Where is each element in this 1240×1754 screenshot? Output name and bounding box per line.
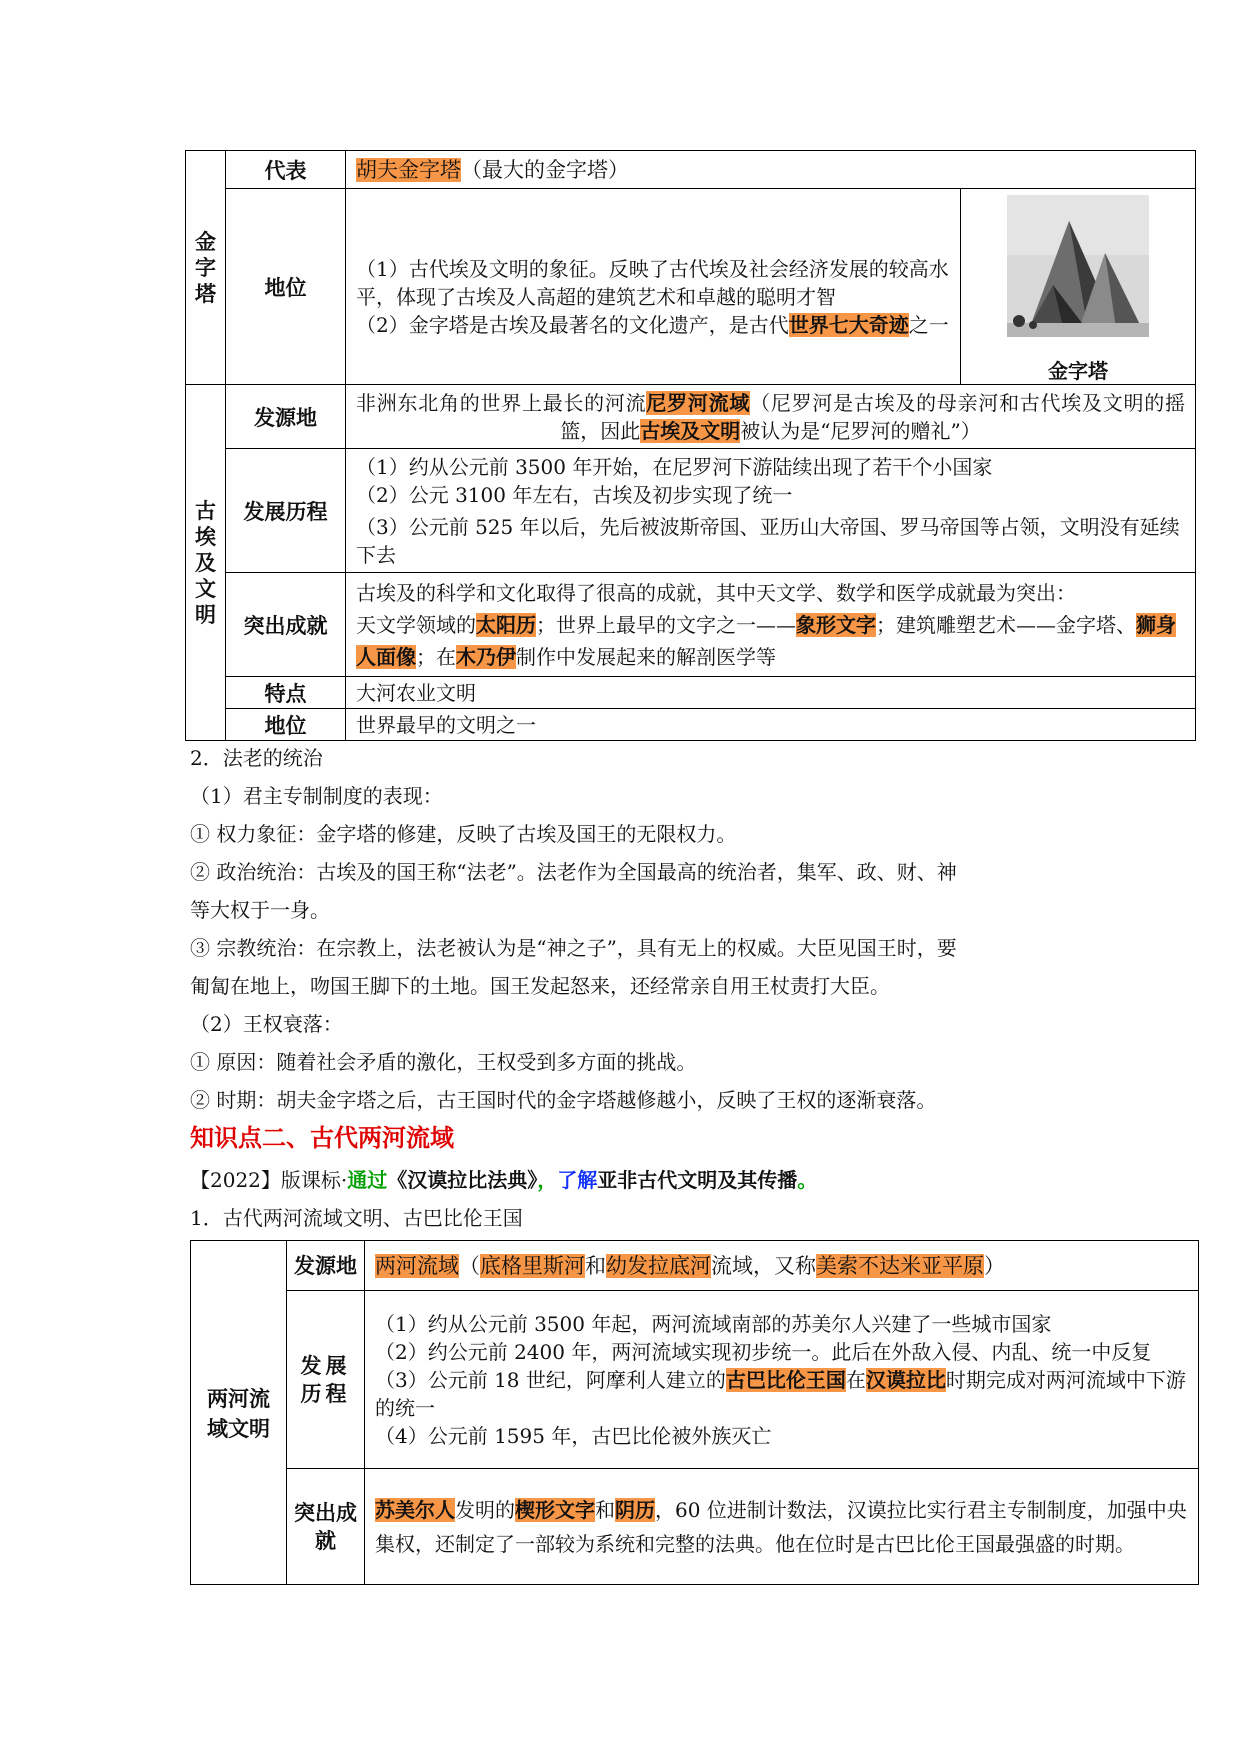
paragraph-2b: 等大权于一身。 bbox=[190, 898, 330, 922]
pyramid-image-cell bbox=[961, 189, 1196, 385]
paragraph-3b: 匍匐在地上，吻国王脚下的土地。国王发起怒来，还经常亲自用王杖责打大臣。 bbox=[190, 974, 890, 998]
subheading-1: （1）君主专制制度的表现： bbox=[190, 784, 443, 808]
paragraph-2a: ② 政治统治：古埃及的国王称“法老”。法老作为全国最高的统治者，集军、政、财、神 bbox=[190, 860, 957, 884]
header-development: 发展历程 bbox=[226, 449, 346, 573]
cell-development: （1）约从公元前 3500 年开始，在尼罗河下游陆续出现了若干个小国家 （2）公元 3100 年左右，古埃及初步实现了统一 （3）公元前 525 年以后，先后被波斯帝国、亚历山大帝国、罗马帝国等占领，文明没有延续下去 bbox=[346, 449, 1196, 573]
header-feature: 特点 bbox=[226, 677, 346, 709]
row-label-egypt: 古埃及文明 bbox=[186, 385, 226, 741]
cell-feature: 大河农业文明 bbox=[346, 677, 1196, 709]
item-heading: 1．古代两河流域文明、古巴比伦王国 bbox=[190, 1206, 523, 1230]
cell-origin-2: 两河流域（底格里斯河和幼发拉底河流域，又称美索不达米亚平原） bbox=[365, 1241, 1199, 1291]
row-label-mesopotamia: 两河流域文明 bbox=[191, 1241, 287, 1585]
pyramid-photo bbox=[1007, 195, 1149, 337]
cell-status: （1）古代埃及文明的象征。反映了古代埃及社会经济发展的较高水平，体现了古埃及人高超的建筑艺术和卓越的聪明才智 （2）金字塔是古埃及最著名的文化遗产，是古代世界七大奇迹之一 bbox=[346, 189, 961, 385]
paragraph-4: ① 原因：随着社会矛盾的激化，王权受到多方面的挑战。 bbox=[190, 1050, 697, 1074]
paragraph-3a: ③ 宗教统治：在宗教上，法老被认为是“神之子”，具有无上的权威。大臣见国王时，要 bbox=[190, 936, 957, 960]
paragraph-1: ① 权力象征：金字塔的修建，反映了古埃及国王的无限权力。 bbox=[190, 822, 737, 846]
section-heading: 2．法老的统治 bbox=[190, 746, 323, 770]
knowledge-point-title: 知识点二、古代两河流域 bbox=[190, 1124, 454, 1152]
subheading-2: （2）王权衰落： bbox=[190, 1012, 343, 1036]
header-representative: 代表 bbox=[226, 151, 346, 189]
header-achievements: 突出成就 bbox=[226, 573, 346, 677]
header-achievements-2: 突出成就 bbox=[287, 1469, 365, 1585]
header-position: 地位 bbox=[226, 709, 346, 741]
header-origin: 发源地 bbox=[226, 385, 346, 449]
image-caption: 金字塔 bbox=[1048, 359, 1108, 383]
header-origin-2: 发源地 bbox=[287, 1241, 365, 1291]
curriculum-standard: 【2022】版课标·通过《汉谟拉比法典》，了解亚非古代文明及其传播。 bbox=[190, 1168, 818, 1192]
header-development-2: 发展历程 bbox=[287, 1291, 365, 1469]
cell-position: 世界最早的文明之一 bbox=[346, 709, 1196, 741]
cell-representative: 胡夫金字塔（最大的金字塔） bbox=[346, 151, 1196, 189]
egypt-table bbox=[185, 150, 1196, 741]
cell-achievements: 古埃及的科学和文化取得了很高的成就，其中天文学、数学和医学成就最为突出： 天文学领域的太阳历；世界上最早的文字之一——象形文字；建筑雕塑艺术——金字塔、狮身人面像；在木乃伊制作中发展起来的解剖医学等 bbox=[346, 573, 1196, 677]
cell-development-2: （1）约从公元前 3500 年起，两河流域南部的苏美尔人兴建了一些城市国家 （2）约公元前 2400 年，两河流域实现初步统一。此后在外敌入侵、内乱、统一中反复 （3）公元前 18 世纪，阿摩利人建立的古巴比伦王国在汉谟拉比时期完成对两河流域中下游的统一 （4）公元前 1595 年，古巴比伦被外族灭亡 bbox=[365, 1291, 1199, 1469]
row-label-pyramid: 金字塔 bbox=[186, 151, 226, 385]
cell-origin: 非洲东北角的世界上最长的河流尼罗河流域（尼罗河是古埃及的母亲河和古代埃及文明的摇篮，因此古埃及文明被认为是“尼罗河的赠礼”） bbox=[346, 385, 1196, 449]
paragraph-5: ② 时期：胡夫金字塔之后，古王国时代的金字塔越修越小，反映了王权的逐渐衰落。 bbox=[190, 1088, 937, 1112]
cell-achievements-2: 苏美尔人发明的楔形文字和阴历，60 位进制计数法，汉谟拉比实行君主专制制度，加强中央集权，还制定了一部较为系统和完整的法典。他在位时是古巴比伦王国最强盛的时期。 bbox=[365, 1469, 1199, 1585]
header-status: 地位 bbox=[226, 189, 346, 385]
mesopotamia-table bbox=[190, 1240, 1199, 1585]
